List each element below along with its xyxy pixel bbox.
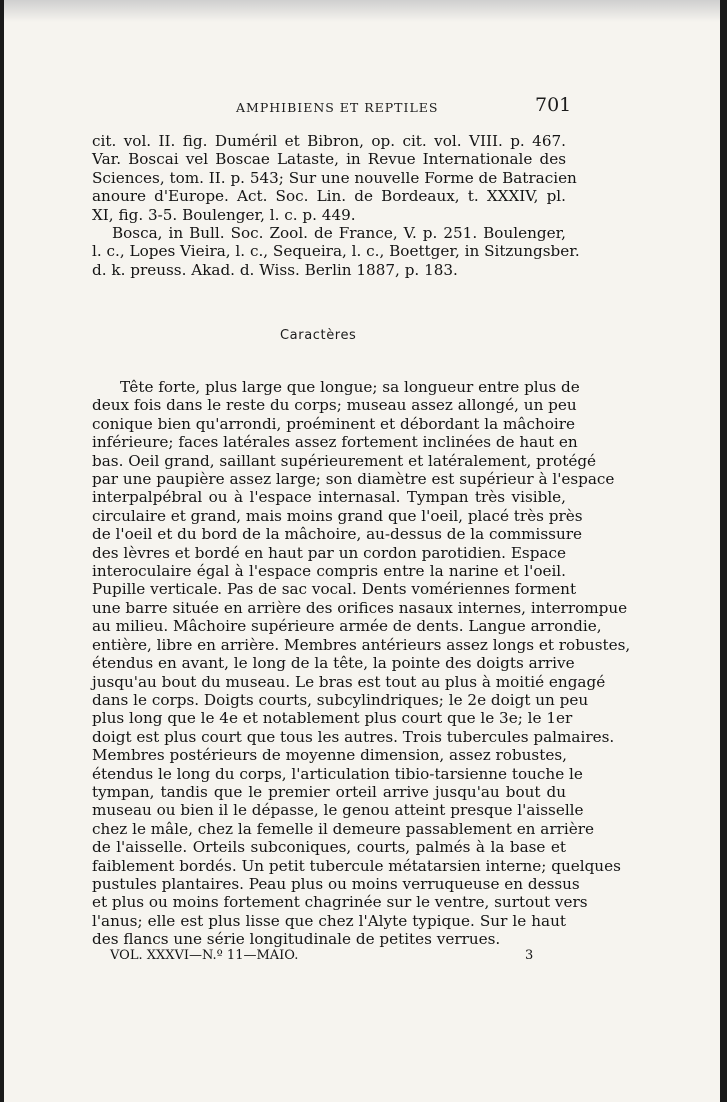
- description-line: chez le mâle, chez la femelle il demeure passablement en arrière: [92, 819, 594, 838]
- description-line: étendus le long du corps, l'articulation tibio-tarsienne touche le: [92, 764, 583, 783]
- reference-line: XI, fig. 3-5. Boulenger, l. c. p. 449.: [92, 205, 356, 224]
- description-line: par une paupière assez large; son diamètre est supérieur à l'espace: [92, 470, 615, 489]
- section-title: Caractères: [280, 328, 357, 343]
- description-line: Pupille verticale. Pas de sac vocal. Dents vomériennes forment: [92, 580, 577, 599]
- description-line: interpalpébral ou à l'espace internasal. Tympan très visible,: [92, 488, 566, 507]
- reference-line: Var. Boscai vel Boscae Lataste, in Revue Internationale des: [92, 150, 566, 169]
- reference-line: l. c., Lopes Vieira, l. c., Sequeira, l. c., Boettger, in Sitzungsber.: [92, 242, 580, 261]
- page-header: [4, 94, 720, 120]
- signature-number: 3: [525, 948, 534, 963]
- description-line: étendus en avant, le long de la tête, la pointe des doigts arrive: [92, 654, 575, 673]
- signature-line: VOL. XXXVI—N.º 11—MAIO.: [110, 948, 299, 963]
- description-line: au milieu. Mâchoire supérieure armée de dents. Langue arrondie,: [92, 617, 602, 636]
- reference-line: anoure d'Europe. Act. Soc. Lin. de Bordeaux, t. XXXIV, pl.: [92, 187, 566, 206]
- description-line: des lèvres et bordé en haut par un cordon parotidien. Espace: [92, 543, 566, 562]
- description-line: entière, libre en arrière. Membres antérieurs assez longs et robustes,: [92, 635, 631, 654]
- description-line: de l'oeil et du bord de la mâchoire, au-dessus de la commissure: [92, 525, 582, 544]
- description-line: bas. Oeil grand, saillant supérieurement et latéralement, protégé: [92, 451, 597, 470]
- description-line: pustules plantaires. Peau plus ou moins verruqueuse en dessus: [92, 874, 580, 893]
- description-line: tympan, tandis que le premier orteil arrive jusqu'au bout du: [92, 782, 566, 801]
- description-paragraph: [92, 378, 631, 949]
- description-line: interoculaire égal à l'espace compris entre la narine et l'oeil.: [92, 562, 566, 581]
- references-block: [92, 132, 580, 279]
- description-line: deux fois dans le reste du corps; museau assez allongé, un peu: [92, 396, 577, 415]
- description-line: Tête forte, plus large que longue; sa longueur entre plus de: [120, 378, 580, 396]
- description-line: une barre située en arrière des orifices nasaux internes, interrompue: [92, 598, 628, 617]
- description-line: inférieure; faces latérales assez fortement inclinées de haut en: [92, 433, 578, 452]
- description-line: plus long que le 4e et notablement plus court que le 3e; le 1er: [92, 709, 573, 728]
- reference-line: Sciences, tom. II. p. 543; Sur une nouvelle Forme de Batracien: [92, 168, 577, 187]
- description-line: dans le corps. Doigts courts, subcylindriques; le 2e doigt un peu: [92, 690, 589, 709]
- description-line: Membres postérieurs de moyenne dimension, assez robustes,: [92, 746, 567, 765]
- reference-line: cit. vol. II. fig. Duméril et Bibron, op. cit. vol. VIII. p. 467.: [92, 132, 566, 150]
- description-line: faiblement bordés. Un petit tubercule métatarsien interne; quelques: [92, 856, 621, 875]
- description-line: museau ou bien il le dépasse, le genou atteint presque l'aisselle: [92, 801, 584, 820]
- document-page: [4, 0, 720, 1102]
- running-head: AMPHIBIENS ET REPTILES: [236, 100, 439, 115]
- description-line: conique bien qu'arrondi, proéminent et débordant la mâchoire: [92, 414, 576, 433]
- description-line: circulaire et grand, mais moins grand que l'oeil, placé très près: [92, 506, 583, 525]
- description-line: des flancs une série longitudinale de petites verrues.: [92, 930, 501, 949]
- page-number: 701: [535, 94, 572, 116]
- reference-line: Bosca, in Bull. Soc. Zool. de France, V. p. 251. Boulenger,: [112, 224, 566, 243]
- description-line: doigt est plus court que tous les autres. Trois tubercules palmaires.: [92, 727, 615, 746]
- reference-line: d. k. preuss. Akad. d. Wiss. Berlin 1887, p. 183.: [92, 260, 458, 279]
- description-line: de l'aisselle. Orteils subconiques, courts, palmés à la base et: [92, 838, 566, 857]
- description-line: et plus ou moins fortement chagrinée sur le ventre, surtout vers: [92, 893, 588, 912]
- description-line: l'anus; elle est plus lisse que chez l'Alyte typique. Sur le haut: [92, 911, 566, 930]
- description-line: jusqu'au bout du museau. Le bras est tout au plus à moitié engagé: [92, 672, 606, 691]
